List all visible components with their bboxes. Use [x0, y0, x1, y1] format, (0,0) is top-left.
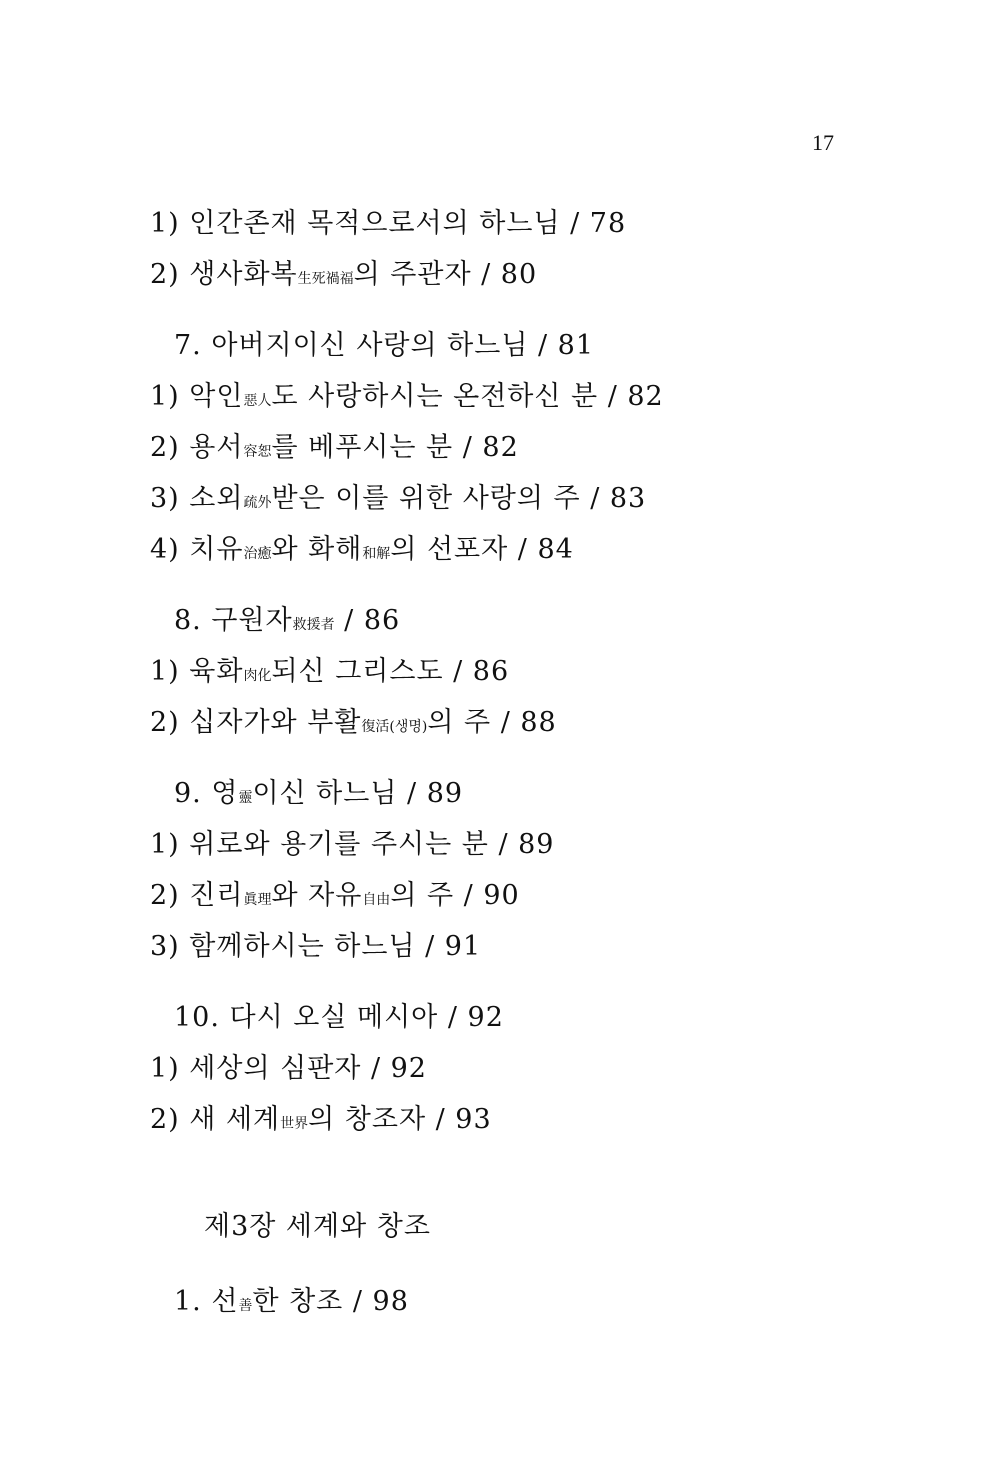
toc-text: 받은 이를 위한 사랑의 주 / 83	[271, 483, 647, 514]
toc-text: 도 사랑하시는 온전하신 분 / 82	[271, 381, 664, 412]
toc-text: 를 베푸시는 분 / 82	[271, 432, 519, 463]
toc-text: 1) 인간존재 목적으로서의 하느님 / 78	[150, 208, 627, 239]
toc-text: 와 화해	[271, 534, 363, 565]
toc-entry-10-2	[150, 1103, 492, 1141]
toc-entry-1-1	[150, 207, 626, 241]
toc-text: 의 주 / 90	[390, 880, 520, 911]
hanja-annotation: 復活(생명)	[361, 719, 428, 735]
toc-text: 2) 용서	[150, 432, 244, 463]
toc-entry-10-1	[150, 1052, 427, 1086]
toc-entry-9-3	[150, 930, 481, 964]
toc-text: 제3장 세계와 창조	[204, 1211, 431, 1242]
page-number: 17	[812, 130, 834, 155]
toc-text: 10. 다시 오실 메시아 / 92	[174, 1002, 504, 1033]
hanja-annotation: 容恕	[243, 444, 272, 460]
toc-text: 의 창조자 / 93	[308, 1104, 492, 1135]
toc-entry-9-2	[150, 879, 520, 917]
hanja-annotation: 世界	[280, 1116, 309, 1132]
toc-entry-9-1	[150, 828, 554, 862]
toc-text: 3) 함께하시는 하느님 / 91	[150, 931, 482, 962]
toc-text: 의 주관자 / 80	[353, 259, 538, 290]
toc-section-c3-1	[174, 1285, 409, 1323]
toc-text: 의 선포자 / 84	[390, 534, 574, 565]
toc-entry-7-4	[150, 533, 574, 571]
toc-text: 4) 치유	[150, 534, 244, 565]
toc-entry-7-1	[150, 380, 664, 418]
toc-text: 7. 아버지이신 사랑의 하느님 / 81	[174, 330, 595, 361]
hanja-annotation: 肉化	[243, 668, 272, 684]
hanja-annotation: 和解	[362, 546, 391, 562]
hanja-annotation: 救援者	[292, 617, 335, 633]
hanja-annotation: 生死禍福	[297, 271, 354, 287]
toc-entry-7-2	[150, 431, 519, 469]
hanja-annotation: 治癒	[243, 546, 272, 562]
toc-entry-8-2	[150, 706, 557, 744]
toc-text: 9. 영	[174, 778, 239, 809]
toc-section-7	[174, 329, 594, 363]
toc-text: 이신 하느님 / 89	[252, 778, 464, 809]
chapter-heading	[204, 1210, 431, 1244]
hanja-annotation: 眞理	[243, 892, 272, 908]
toc-entry-1-2	[150, 258, 537, 296]
toc-text: 2) 십자가와 부활	[150, 707, 362, 738]
toc-section-8	[174, 604, 400, 642]
toc-text: 1. 선	[174, 1286, 239, 1317]
toc-text: 2) 새 세계	[150, 1104, 281, 1135]
hanja-annotation: 善	[238, 1298, 253, 1314]
toc-text: 되신 그리스도 / 86	[271, 656, 510, 687]
toc-entry-8-1	[150, 655, 509, 693]
toc-text: / 86	[334, 605, 401, 636]
toc-text: 2) 진리	[150, 880, 244, 911]
toc-text: 3) 소외	[150, 483, 244, 514]
toc-text: 와 자유	[271, 880, 363, 911]
toc-text: 1) 세상의 심판자 / 92	[150, 1053, 427, 1084]
toc-entry-7-3	[150, 482, 646, 520]
hanja-annotation: 自由	[362, 892, 391, 908]
hanja-annotation: 疏外	[243, 495, 272, 511]
toc-text: 1) 악인	[150, 381, 244, 412]
toc-text: 의 주 / 88	[427, 707, 557, 738]
hanja-annotation: 惡人	[243, 393, 272, 409]
toc-section-9	[174, 777, 463, 815]
toc-text: 한 창조 / 98	[252, 1286, 409, 1317]
toc-text: 2) 생사화복	[150, 259, 298, 290]
toc-text: 1) 육화	[150, 656, 244, 687]
hanja-annotation: 靈	[238, 790, 253, 806]
toc-text: 8. 구원자	[174, 605, 293, 636]
toc-section-10	[174, 1001, 504, 1035]
toc-text: 1) 위로와 용기를 주시는 분 / 89	[150, 829, 555, 860]
